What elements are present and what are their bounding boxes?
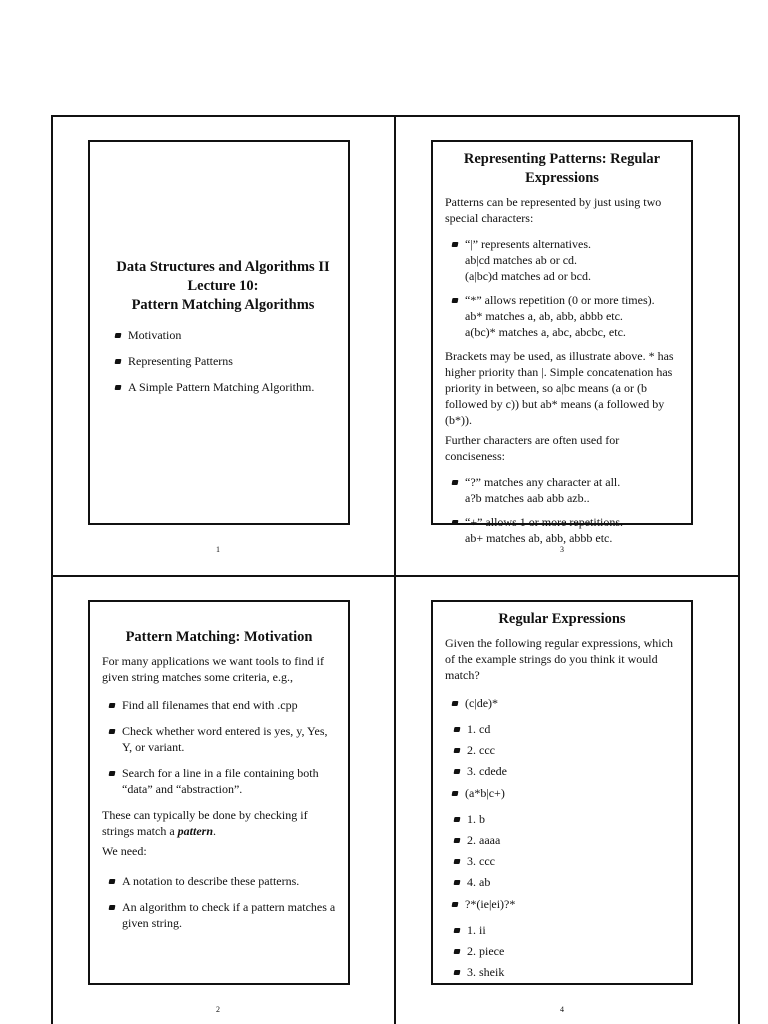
list-item: Representing Patterns — [128, 353, 338, 369]
list-item — [465, 292, 679, 340]
expression-text: (c|de)* — [465, 696, 499, 710]
list-item: 1. ii — [467, 922, 679, 938]
bullet-text: “*” allows repetition (0 or more times). — [465, 293, 655, 307]
list-item: 1. b — [467, 811, 679, 827]
slide-1-title-line1: Data Structures and Algorithms II — [116, 259, 330, 275]
bullet-text: “|” represents alternatives. — [465, 237, 592, 251]
list-item: 2. ccc — [467, 742, 679, 758]
slide-2-paragraph-1 — [102, 807, 336, 839]
slide-3-bullet-list-1 — [445, 236, 679, 340]
emphasis-pattern: pattern — [177, 824, 213, 838]
bullet-text: (a|bc)d matches ad or bcd. — [465, 269, 592, 283]
slide-4-expression-list — [445, 695, 679, 980]
list-item — [465, 785, 679, 890]
slide-2-intro: For many applications we want tools to find if given string matches some criteria, e.g., — [102, 654, 324, 684]
list-item: 3. sheik — [467, 964, 679, 980]
slide-1-title-line3: Pattern Matching Algorithms — [131, 297, 315, 313]
list-item: An algorithm to check if a pattern matches a given string. — [122, 900, 336, 930]
bullet-text: “+” allows 1 or more repetitions. — [465, 515, 624, 529]
list-item: 3. cdede — [467, 763, 679, 779]
list-item: A Simple Pattern Matching Algorithm. — [128, 379, 338, 395]
expression-text: (a*b|c+) — [465, 786, 505, 800]
slide-4-title: Regular Expressions — [498, 611, 626, 627]
grid-center-vertical — [394, 115, 396, 1024]
bullet-text: “?” matches any character at all. — [465, 475, 621, 489]
list-item — [465, 695, 679, 779]
list-item: 3. ccc — [467, 853, 679, 869]
slide-3-intro: Patterns can be represented by just using two special characters: — [445, 195, 662, 225]
list-item: Check whether word entered is yes, y, Yes, Y, or variant. — [122, 723, 336, 755]
slide-2-title: Pattern Matching: Motivation — [125, 629, 313, 645]
list-item: Motivation — [128, 327, 338, 343]
slide-3 — [431, 140, 693, 545]
list-item — [465, 236, 679, 284]
paragraph-text: These can typically be done by checking if strings match a — [102, 808, 308, 838]
list-item: A notation to describe these patterns. — [122, 873, 336, 889]
slide-2-bullet-list-1 — [102, 697, 336, 797]
slide-2-bullet-list-2 — [102, 873, 336, 931]
slide-1-title-line2: Lecture 10: — [187, 278, 259, 294]
list-item: 4. ab — [467, 874, 679, 890]
paragraph-text: . — [213, 824, 216, 838]
example-list — [465, 811, 679, 890]
grid-left-border — [51, 115, 53, 1024]
slide-3-paragraph-2: Further characters are often used for conciseness: — [445, 433, 620, 463]
slide-4 — [431, 600, 693, 985]
grid-right-border — [738, 115, 740, 1024]
bullet-text: a?b matches aab abb azb.. — [465, 491, 590, 505]
bullet-text: ab|cd matches ab or cd. — [465, 253, 578, 267]
slide-3-title: Representing Patterns: Regular Expressions — [463, 151, 661, 186]
page-number: 1 — [216, 545, 220, 554]
page-number: 3 — [560, 545, 564, 554]
slide-2-paragraph-2: We need: — [102, 844, 147, 858]
slide-1 — [88, 140, 350, 525]
slide-1-title — [108, 258, 338, 315]
list-item — [465, 896, 679, 980]
slide-4-intro: Given the following regular expressions, which of the example strings do you think it would match? — [445, 636, 673, 682]
slide-1-bullet-list — [108, 327, 338, 395]
list-item: Find all filenames that end with .cpp — [122, 697, 336, 713]
list-item: 2. piece — [467, 943, 679, 959]
grid-center-horizontal — [51, 575, 740, 577]
page-number: 2 — [216, 1005, 220, 1014]
bullet-text: a(bc)* matches a, abc, abcbc, etc. — [465, 325, 626, 339]
list-item: 2. aaaa — [467, 832, 679, 848]
slide-2 — [88, 600, 350, 985]
example-list — [465, 721, 679, 779]
list-item — [465, 514, 679, 546]
slide-3-bullet-list-2 — [445, 474, 679, 546]
example-list — [465, 922, 679, 980]
bullet-text: ab+ matches ab, abb, abbb etc. — [465, 531, 613, 545]
bullet-text: ab* matches a, ab, abb, abbb etc. — [465, 309, 623, 323]
list-item — [465, 474, 679, 506]
slide-3-paragraph-1: Brackets may be used, as illustrate above. * has higher priority than |. Simple concatenation has priority in between, so a|bc means (a or (b followed by c)) but ab* means (a followed by (b*)). — [445, 349, 674, 427]
page-number: 4 — [560, 1005, 564, 1014]
expression-text: ?*(ie|ei)?* — [465, 897, 516, 911]
list-item: 1. cd — [467, 721, 679, 737]
list-item: Search for a line in a file containing both “data” and “abstraction”. — [122, 765, 336, 797]
